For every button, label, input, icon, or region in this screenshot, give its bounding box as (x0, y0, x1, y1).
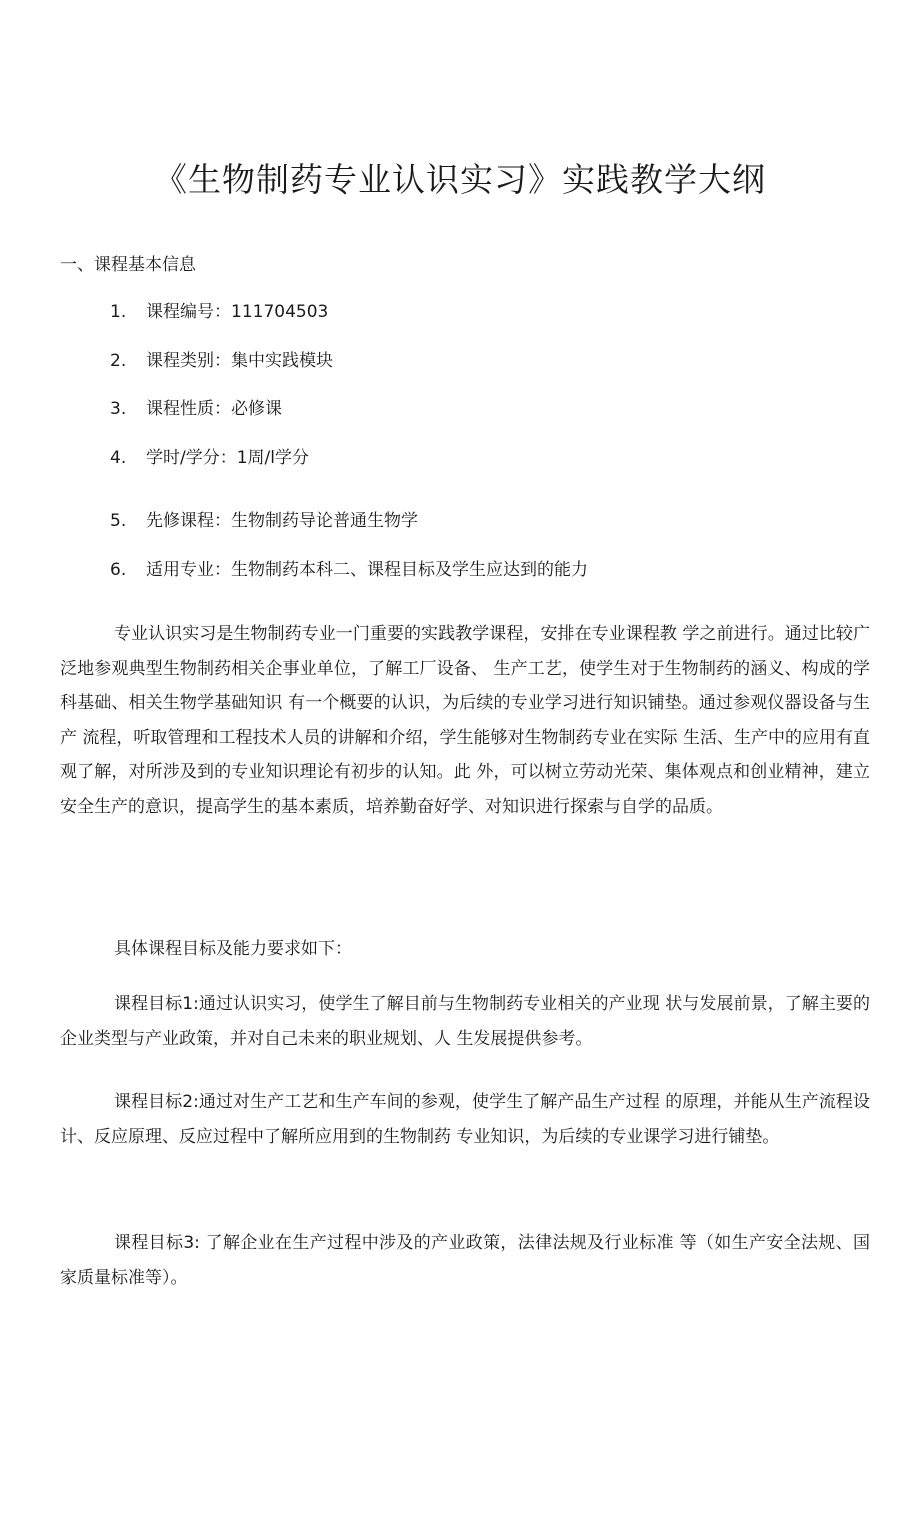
goal-3-paragraph: 课程目标3: 了解企业在生产过程中涉及的产业政策，法律法规及行业标准 等（如生产安全法规、国家质量标准等）。 (60, 1233, 870, 1288)
goal-2-paragraph: 课程目标2:通过对生产工艺和生产车间的参观，使学生了解产品生产过程 的原理，并能从生产流程设计、反应原理、反应过程中了解所应用到的生物制药 专业知识，为后续的专业课学习进行铺垫。 (60, 1092, 870, 1147)
list-item-text: 课程类别：集中实践模块 (146, 351, 333, 371)
list-item-text: 课程编号：111704503 (146, 302, 329, 322)
intro-paragraph: 专业认识实习是生物制药专业一门重要的实践教学课程，安排在专业课程教 学之前进行。通过比较广泛地参观典型生物制药相关企事业单位，了解工厂设备、 生产工艺，使学生对于生物制药的涵义、构成的学科基础、相关生物学基础知识 有一个概要的认识，为后续的专业学习进行知识铺垫。通过参观仪器设备与生产 流程，听取管理和工程技术人员的讲解和介绍，学生能够对生物制药专业在实际 生活、生产中的应用有直观了解，对所涉及到的专业知识理论有初步的认知。此 外，可以树立劳动光荣、集体观点和创业精神，建立安全生产的意识，提高学生的基本素质，培养勤奋好学、对知识进行探索与自学的品质。 (60, 624, 870, 817)
goal-1-paragraph: 课程目标1:通过认识实习，使学生了解目前与生物制药专业相关的产业现 状与发展前景，了解主要的企业类型与产业政策，并对自己未来的职业规划、人 生发展提供参考。 (60, 994, 870, 1049)
list-item (110, 508, 418, 534)
list-item (110, 299, 328, 325)
list-item-number: 4. (110, 448, 127, 468)
section-heading-basic-info: 一、课程基本信息 (60, 255, 196, 275)
list-item-number: 2. (110, 351, 127, 371)
list-item-text: 适用专业：生物制药本科二、课程目标及学生应达到的能力 (146, 560, 588, 580)
goals-intro-paragraph: 具体课程目标及能力要求如下： (114, 939, 352, 959)
list-item-text: 学时/学分：1周/l学分 (146, 448, 309, 468)
list-item-number: 5. (110, 511, 127, 531)
list-item-text: 先修课程：生物制药导论普通生物学 (146, 511, 418, 531)
list-item-number: 1. (110, 302, 127, 322)
document-title: 《生物制药专业认识实习》实践教学大纲 (154, 160, 766, 199)
list-item-number: 3. (110, 399, 127, 419)
list-item (110, 445, 309, 471)
list-item-text: 课程性质：必修课 (146, 399, 282, 419)
list-item (110, 348, 333, 374)
list-item (110, 557, 588, 583)
list-item (110, 396, 282, 422)
list-item-number: 6. (110, 560, 127, 580)
